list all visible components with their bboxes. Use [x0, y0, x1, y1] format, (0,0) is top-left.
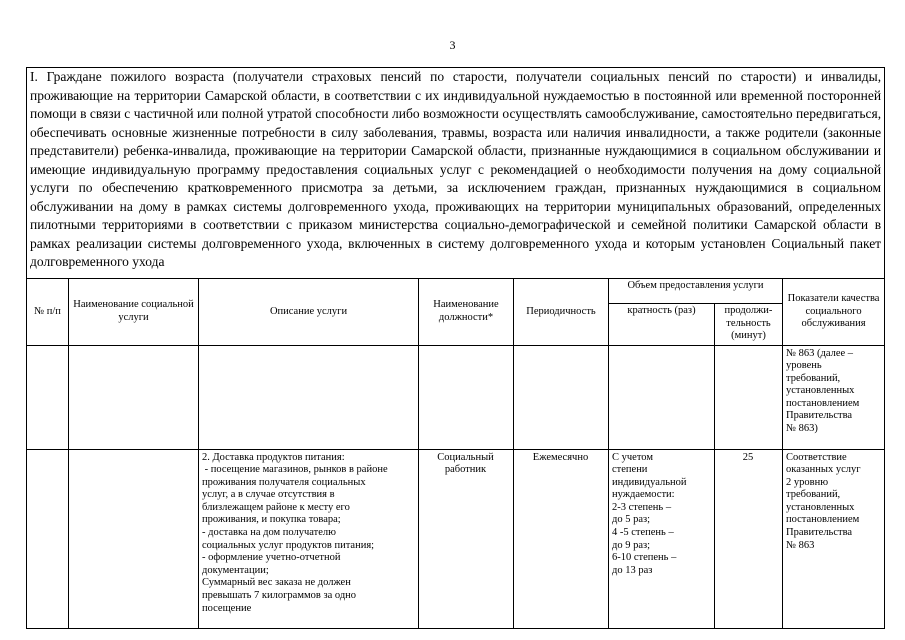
cell-empty [715, 345, 783, 449]
multiplicity-line: нуждаемости: [612, 489, 675, 501]
multiplicity-line: С учетом [612, 451, 653, 463]
quality-line: Соответствие [786, 451, 847, 463]
header-position: Наименование должности* [419, 279, 514, 346]
header-duration: продолжи-тельность (минут) [715, 304, 783, 346]
quality-line: уровень [786, 360, 822, 372]
description-line: 2. Доставка продуктов питания: [202, 451, 345, 463]
header-quality: Показатели качества социального обслуживания [783, 279, 885, 346]
cell-empty [514, 345, 609, 449]
header-service-name: Наименование социальной услуги [69, 279, 199, 346]
quality-line: № 863) [786, 423, 818, 435]
description-line: - доставка на дом получателю [202, 527, 336, 539]
cell-position [419, 449, 514, 628]
cell-description [199, 449, 419, 628]
quality-line: 2 уровню [786, 476, 829, 488]
header-num: № п/п [27, 279, 69, 346]
page-number: 3 [449, 38, 456, 52]
quality-line: № 863 (далее – [786, 347, 854, 359]
cell-multiplicity [609, 449, 715, 628]
intro-row [27, 68, 885, 279]
description-line: близлежащем районе к месту его [202, 501, 350, 513]
description-line: - посещение магазинов, рынков в районе [202, 464, 388, 476]
header-volume: Объем предоставления услуги [609, 279, 783, 304]
cell-empty [27, 449, 69, 628]
header-periodicity: Периодичность [514, 279, 609, 346]
quality-line: Правительства [786, 527, 853, 539]
cell-periodicity: Ежемесячно [514, 449, 609, 628]
position-line: Социальный [437, 451, 494, 463]
header-row-1 [27, 279, 885, 304]
cell-empty [419, 345, 514, 449]
cell-duration: 25 [715, 449, 783, 628]
description-line: посещение [202, 602, 252, 614]
cell-empty [69, 449, 199, 628]
description-line: - оформление учетно-отчетной [202, 552, 341, 564]
multiplicity-line: до 5 раз; [612, 514, 651, 526]
multiplicity-line: до 9 раз; [612, 539, 651, 551]
services-table [26, 67, 885, 629]
quality-line: требований, [786, 489, 841, 501]
quality-line: Правительства [786, 410, 853, 422]
quality-line: постановлением [786, 397, 860, 409]
quality-line: установленных [786, 501, 855, 513]
description-line: услуг, а в случае отсутствия в [202, 489, 335, 501]
quality-line: постановлением [786, 514, 860, 526]
cell-quality-continued [783, 345, 885, 449]
multiplicity-line: индивидуальной [612, 476, 687, 488]
multiplicity-line: 2-3 степень – [612, 501, 672, 513]
cell-empty [199, 345, 419, 449]
quality-line: требований, [786, 372, 841, 384]
description-line: документации; [202, 564, 269, 576]
cell-empty [609, 345, 715, 449]
cell-quality [783, 449, 885, 628]
position-line: работник [444, 464, 487, 476]
quality-line: № 863 [786, 539, 815, 551]
multiplicity-line: 4 -5 степень – [612, 527, 674, 539]
description-line: проживания, и покупка товара; [202, 514, 341, 526]
table-row [27, 345, 885, 449]
multiplicity-line: 6-10 степень – [612, 552, 677, 564]
cell-empty [27, 345, 69, 449]
intro-paragraph: I. Граждане пожилого возраста (получатели страховых пенсий по старости, получатели социальных пенсий по старости) и инвалиды, проживающие на территории Самарской области, в соответствии с их индивидуальной нуждаемостью в постоянной или временной посторонней помощи в связи с частичной или полной утратой способности либо возможности осуществлять самообслуживание, самостоятельно передвигаться, обеспечивать основные жизненные потребности в силу заболевания, травмы, возраста или наличия инвалидности, а также родители (законные представители) ребенка-инвалида, проживающие на территории Самарской области, признанные нуждающимися в социальном обслуживании и имеющие индивидуальную программу предоставления социальных услуг с рекомендацией о необходимости получения на дому социальной услуги по обеспечению кратковременного присмотра за детьми, за исключением граждан, признанных нуждающимися в социальном обслуживании на дому в рамках системы долговременного ухода, проживающих на территории муниципальных образований, определенных пилотными территориями в соответствии с приказом министерства социально-демографической и семейной политики Самарской области в рамках реализации системы долговременного ухода, включенных в систему долговременного ухода и которым установлен Социальный пакет долговременного ухода [27, 68, 885, 279]
header-multiplicity: кратность (раз) [609, 304, 715, 346]
quality-line: оказанных услуг [786, 464, 861, 476]
quality-line: установленных [786, 385, 855, 397]
header-description: Описание услуги [199, 279, 419, 346]
multiplicity-line: до 13 раз [612, 564, 653, 576]
description-line: Суммарный вес заказа не должен [202, 577, 351, 589]
cell-empty [69, 345, 199, 449]
table-row [27, 449, 885, 628]
description-line: проживания получателя социальных [202, 476, 366, 488]
description-line: превышать 7 килограммов за одно [202, 590, 357, 602]
multiplicity-line: степени [612, 464, 648, 476]
description-line: социальных услуг продуктов питания; [202, 539, 375, 551]
